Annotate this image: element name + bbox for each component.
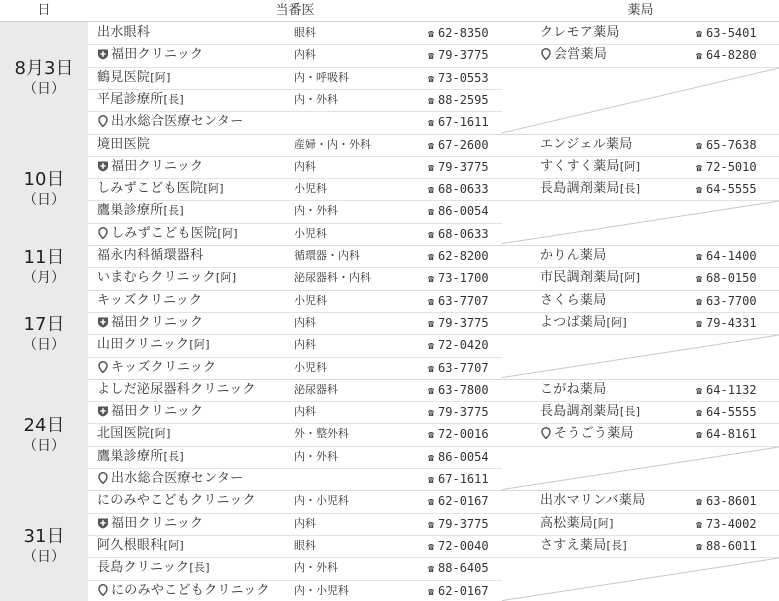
phone-icon: ☎ [696,430,703,442]
pharmacy-phone-value: 64-1400 [706,249,757,263]
clinic-phone-value: 62-0167 [438,583,489,598]
phone-icon: ☎ [428,140,435,152]
date-text: 24日 [23,414,65,436]
pharmacy-name-text: かりん薬局 [540,248,607,263]
pharmacy-phone-value: 64-1132 [706,382,757,397]
clinic-phone-value: 86-0054 [438,204,489,219]
phone-icon: ☎ [428,363,435,375]
phone-icon: ☎ [428,452,435,464]
clinic-name-text: 福田クリニック [111,47,204,63]
clinic-department: 内科 [294,338,316,352]
weekday-text: （日） [23,549,65,566]
clinic-phone [428,513,489,535]
clinic-phone [428,223,489,245]
clinic-name-text: しみずこども医院 [97,181,204,197]
date-label [0,314,88,354]
clinic-phone [428,557,489,579]
clinic-phone [428,312,489,334]
area-tag: [長] [189,561,210,575]
clinic-name-text: 福永内科循環器科 [97,248,204,263]
clinic-phone [428,200,489,222]
clinic-phone [428,156,489,178]
clinic-name-text: にのみやこどもクリニック [111,582,270,598]
clinic-phone-value: 63-7800 [438,382,489,397]
clinic-name [97,245,203,267]
clinic-name [97,423,171,445]
clinic-department: 外・整外科 [294,427,349,441]
clinic-department: 眼科 [294,26,316,39]
pharmacy-phone-value: 64-5555 [706,182,757,197]
clinic-name-text: 福田クリニック [111,515,204,531]
clinic-name-text: 鷹巣診療所 [97,448,164,464]
phone-icon: ☎ [696,519,703,531]
pharmacy-name [540,267,640,289]
weekday-text: （日） [23,337,65,354]
area-tag: [阿] [150,70,171,84]
clinic-name [97,178,224,200]
phone-icon: ☎ [428,162,435,174]
pharmacy-phone-value: 79-4331 [706,315,757,330]
pharmacy-phone [696,22,757,44]
pharmacy-phone-value: 88-6011 [706,538,757,553]
clinic-name [97,89,184,111]
area-tag: [長] [619,405,641,419]
area-tag: [阿] [619,159,641,173]
location-pin-icon [540,46,552,58]
area-tag: [長] [163,449,184,463]
phone-icon: ☎ [428,430,435,442]
clinic-name-text: 阿久根眼科 [97,537,164,553]
clinic-phone [428,267,489,289]
clinic-phone-value: 67-2600 [438,137,489,152]
pharmacy-name [540,156,640,178]
date-label [0,526,88,566]
clinic-name [97,446,184,468]
clinic-phone [428,245,489,267]
clinic-name [97,290,202,312]
clinic-department: 眼科 [294,538,316,552]
pharmacy-name-text: 会営薬局 [554,47,608,63]
pharmacy-phone [696,267,757,289]
clinic-phone-value: 67-1611 [438,472,489,486]
pharmacy-name [540,513,614,535]
clinic-phone [428,535,489,557]
pharmacy-name [540,245,607,267]
clinic-department: 小児科 [294,293,327,307]
pharmacy-phone-value: 65-7638 [706,137,757,152]
area-tag: [阿] [189,338,210,352]
pharmacy-name-text: 長島調剤薬局 [540,404,620,420]
pharmacy-phone [696,535,757,557]
clinic-phone-value: 88-2595 [438,92,489,107]
date-text: 10日 [23,169,65,191]
pharmacy-phone-value: 63-8601 [706,494,757,509]
phone-icon: ☎ [696,541,703,553]
date-label [0,169,88,209]
location-pin-icon [97,470,109,482]
clinic-phone-value: 68-0633 [438,226,489,241]
pharmacy-name-text: こがね薬局 [540,381,607,397]
phone-icon: ☎ [428,586,435,598]
pharmacy-name [540,312,627,334]
clinic-name-text: 境田医院 [97,136,151,152]
clinic-phone [428,111,489,133]
clinic-name [97,223,238,245]
area-tag: [長] [163,204,184,218]
area-tag: [長] [606,538,627,552]
phone-icon: ☎ [428,95,435,107]
clinic-name-text: にのみやこどもクリニック [97,493,256,509]
phone-icon: ☎ [696,318,703,330]
clinic-phone [428,379,489,401]
empty-slot-slash [502,557,779,601]
clinic-name [97,468,243,490]
weekday-text: （月） [23,270,65,287]
area-tag: [長] [163,92,184,106]
weekday-text: （日） [23,437,65,454]
clinic-department: 小児科 [294,182,327,196]
phone-icon: ☎ [428,185,435,197]
clinic-name-text: 出水眼科 [97,25,151,40]
pharmacy-phone [696,513,757,535]
pharmacy-name-text: エンジェル薬局 [540,136,633,152]
phone-icon: ☎ [428,318,435,330]
clinic-name [97,357,216,379]
date-text: 31日 [23,526,65,548]
weekday-text: （日） [23,192,65,209]
clinic-department: 内・外科 [294,92,338,106]
pharmacy-name-text: 市民調剤薬局 [540,270,620,286]
phone-icon: ☎ [696,497,703,509]
clinic-phone-value: 62-0167 [438,494,489,509]
date-label [0,415,88,455]
phone-icon: ☎ [428,564,435,576]
clinic-name-text: 出水総合医療センター [111,114,244,130]
phone-icon: ☎ [696,29,703,40]
plus-shield-icon [97,515,109,527]
clinic-phone [428,89,489,111]
pharmacy-name [540,178,640,200]
phone-icon: ☎ [428,29,435,40]
clinic-phone [428,178,489,200]
location-pin-icon [97,225,109,237]
phone-icon: ☎ [428,207,435,219]
clinic-department: 内・外科 [294,449,338,463]
plus-shield-icon [97,158,109,170]
clinic-name [97,513,203,535]
pharmacy-phone [696,423,757,445]
pharmacy-phone-value: 68-0150 [706,271,757,286]
pharmacy-phone [696,156,757,178]
date-label [0,58,88,98]
phone-icon: ☎ [696,252,703,263]
pharmacy-phone-value: 73-4002 [706,516,757,531]
clinic-phone-value: 73-0553 [438,70,489,85]
phone-icon: ☎ [428,118,435,130]
clinic-phone-value: 72-0040 [438,538,489,553]
phone-icon: ☎ [696,185,703,197]
plus-shield-icon [97,403,109,415]
clinic-phone [428,334,489,356]
clinic-name-text: 福田クリニック [111,404,204,420]
phone-icon: ☎ [696,274,703,286]
clinic-department: 内・外科 [294,561,338,575]
phone-icon: ☎ [428,51,435,63]
clinic-phone [428,22,489,44]
phone-icon: ☎ [428,296,435,308]
pharmacy-phone-value: 72-5010 [706,159,757,174]
pharmacy-phone [696,134,757,156]
clinic-name [97,44,203,66]
pharmacy-phone [696,312,757,334]
pharmacy-name [540,290,607,312]
pharmacy-name [540,379,607,401]
clinic-department: 内科 [294,315,316,329]
clinic-phone-value: 63-7707 [438,293,489,308]
clinic-department: 泌尿器科・内科 [294,271,371,285]
header-clinic: 当番医 [275,3,315,18]
phone-icon: ☎ [428,497,435,509]
clinic-department: 小児科 [294,360,327,374]
area-tag: [阿] [619,271,641,285]
pharmacy-name [540,535,627,557]
phone-icon: ☎ [428,408,435,420]
clinic-phone [428,468,489,490]
phone-icon: ☎ [428,385,435,397]
clinic-name [97,580,270,601]
clinic-phone-value: 79-3775 [438,315,489,330]
pharmacy-name-text: 出水マリンバ薬局 [540,493,646,509]
clinic-name [97,156,203,178]
clinic-phone-value: 86-0054 [438,449,489,464]
date-label [0,247,88,287]
clinic-phone-value: 79-3775 [438,516,489,531]
pharmacy-name-text: さくら薬局 [540,292,607,308]
clinic-name [97,334,210,356]
clinic-name [97,490,256,512]
clinic-name [97,312,203,334]
phone-icon: ☎ [696,385,703,397]
clinic-name-text: 出水総合医療センター [111,471,244,486]
pharmacy-name-text: そうごう薬局 [554,426,634,442]
header-pharmacy: 薬局 [627,3,654,18]
clinic-phone [428,67,489,89]
clinic-name [97,401,203,423]
pharmacy-name [540,44,607,66]
clinic-department: 小児科 [294,226,327,240]
location-pin-icon [540,425,552,437]
clinic-name-text: 鷹巣診療所 [97,203,164,219]
clinic-name [97,200,184,222]
empty-slot-slash [502,67,779,134]
phone-icon: ☎ [428,475,435,486]
clinic-department: 内科 [294,516,316,530]
clinic-phone-value: 63-7707 [438,360,489,375]
clinic-department: 泌尿器科 [294,382,338,396]
clinic-name [97,535,184,557]
pharmacy-name-text: 高松薬局 [540,515,594,531]
clinic-phone [428,423,489,445]
plus-shield-icon [97,314,109,326]
clinic-phone-value: 88-6405 [438,561,489,576]
clinic-phone [428,44,489,66]
clinic-name-text: 長島クリニック [97,560,190,576]
clinic-name [97,134,150,156]
phone-icon: ☎ [428,229,435,241]
pharmacy-phone [696,490,757,512]
clinic-department: 循環器・内科 [294,249,360,262]
pharmacy-name-text: さすえ薬局 [540,537,607,553]
clinic-phone-value: 67-1611 [438,115,489,130]
pharmacy-name-text: すくすく薬局 [540,158,620,174]
clinic-phone [428,401,489,423]
date-text: 8月3日 [14,57,74,79]
phone-icon: ☎ [696,140,703,152]
clinic-department: 内科 [294,159,316,173]
clinic-phone-value: 62-8200 [438,249,489,263]
date-text: 17日 [23,314,65,336]
area-tag: [阿] [593,516,614,530]
phone-icon: ☎ [696,51,703,63]
pharmacy-phone [696,44,757,66]
empty-slot-slash [502,334,779,379]
area-tag: [阿] [150,427,171,441]
phone-icon: ☎ [428,519,435,531]
clinic-phone-value: 79-3775 [438,159,489,174]
clinic-department: 内・小児科 [294,494,349,508]
clinic-phone [428,134,489,156]
clinic-name-text: よしだ泌尿器科クリニック [97,381,256,397]
area-tag: [阿] [203,182,224,196]
clinic-department: 内・外科 [294,204,338,218]
clinic-name [97,267,236,289]
area-tag: [阿] [606,315,627,329]
pharmacy-phone [696,290,757,312]
clinic-phone-value: 73-1700 [438,271,489,286]
clinic-name-text: いまむらクリニック [97,270,216,286]
clinic-name-text: キッズクリニック [111,359,217,375]
area-tag: [阿] [217,226,238,240]
pharmacy-name-text: よつば薬局 [540,314,607,330]
header-day: 日 [37,3,51,18]
clinic-name-text: しみずこども医院 [111,225,218,241]
pharmacy-phone-value: 63-7700 [706,293,757,308]
clinic-name [97,379,256,401]
clinic-phone [428,490,489,512]
clinic-name-text: 北国医院 [97,426,151,442]
phone-icon: ☎ [696,162,703,174]
phone-icon: ☎ [428,252,435,263]
pharmacy-name [540,490,646,512]
weekday-text: （日） [23,80,65,97]
clinic-name-text: 福田クリニック [111,314,204,330]
clinic-phone [428,446,489,468]
clinic-name-text: 福田クリニック [111,158,204,174]
pharmacy-phone [696,178,757,200]
pharmacy-phone-value: 63-5401 [706,26,757,40]
clinic-name-text: 平尾診療所 [97,91,164,107]
clinic-name [97,111,243,133]
phone-icon: ☎ [696,408,703,420]
clinic-phone-value: 72-0420 [438,338,489,353]
empty-slot-slash [502,200,779,245]
area-tag: [長] [619,182,641,196]
location-pin-icon [97,359,109,371]
pharmacy-phone [696,245,757,267]
plus-shield-icon [97,46,109,58]
clinic-department: 内科 [294,48,316,62]
clinic-phone-value: 79-3775 [438,48,489,63]
pharmacy-name-text: クレモア薬局 [540,25,620,40]
empty-slot-slash [502,446,779,491]
pharmacy-phone [696,401,757,423]
pharmacy-name [540,22,620,44]
clinic-phone [428,290,489,312]
phone-icon: ☎ [428,274,435,286]
date-text: 11日 [23,247,65,269]
clinic-phone [428,357,489,379]
clinic-phone-value: 68-0633 [438,182,489,197]
pharmacy-phone-value: 64-8161 [706,427,757,442]
clinic-name [97,67,171,89]
phone-icon: ☎ [696,296,703,308]
pharmacy-name [540,401,640,423]
clinic-department: 産婦・内・外科 [294,137,371,151]
pharmacy-name [540,423,634,445]
clinic-phone [428,580,489,601]
area-tag: [阿] [215,271,237,285]
location-pin-icon [97,113,109,125]
clinic-phone-value: 72-0016 [438,427,489,442]
clinic-department: 内科 [294,405,316,419]
phone-icon: ☎ [428,541,435,553]
pharmacy-phone-value: 64-5555 [706,405,757,420]
pharmacy-phone [696,379,757,401]
phone-icon: ☎ [428,341,435,353]
clinic-phone-value: 79-3775 [438,405,489,420]
clinic-name-text: キッズクリニック [97,292,203,308]
clinic-name-text: 鶴見医院 [97,69,151,85]
clinic-name [97,22,150,44]
clinic-name-text: 山田クリニック [97,337,190,353]
clinic-department: 内・小児科 [294,583,349,597]
pharmacy-name-text: 長島調剤薬局 [540,181,620,197]
phone-icon: ☎ [428,73,435,85]
pharmacy-phone-value: 64-8280 [706,48,757,63]
area-tag: [阿] [163,538,184,552]
location-pin-icon [97,582,109,594]
clinic-department: 内・呼吸科 [294,70,349,84]
pharmacy-name [540,134,633,156]
clinic-name [97,557,210,579]
clinic-phone-value: 62-8350 [438,26,489,40]
